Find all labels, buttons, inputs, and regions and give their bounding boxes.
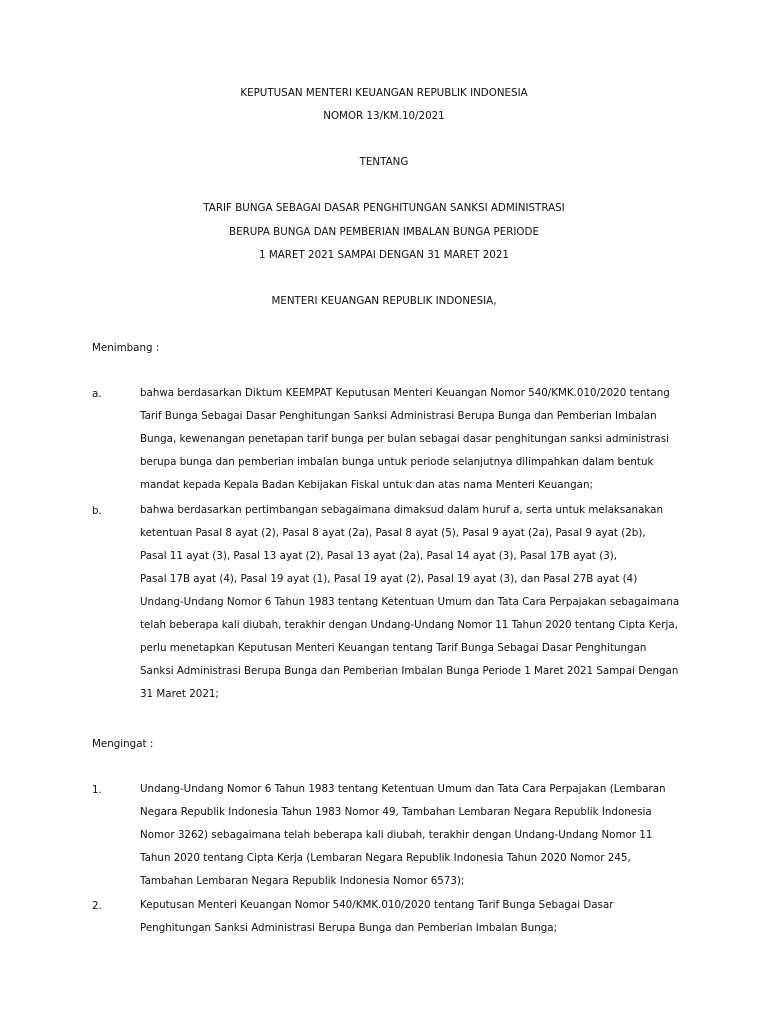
item-marker: 1. [92,784,102,796]
text-line: Undang-Undang Nomor 6 Tahun 1983 tentang Ketentuan Umum dan Tata Cara Perpajakan (Lembaran [140,783,666,795]
text-line: Penghitungan Sanksi Administrasi Berupa Bunga dan Pemberian Imbalan Bunga; [140,922,558,934]
text-line: 31 Maret 2021; [140,688,219,700]
text-line: bahwa berdasarkan pertimbangan sebagaimana dimaksud dalam huruf a, serta untuk melaksanakan [140,504,664,516]
menimbang-item-b [140,499,700,706]
tentang-label: TENTANG [359,156,409,168]
text-line: Tambahan Lembaran Negara Republik Indonesia Nomor 6573); [140,875,465,887]
text-line: ketentuan Pasal 8 ayat (2), Pasal 8 ayat (2a), Pasal 8 ayat (5), Pasal 9 ayat (2a), Pasal 9 ayat (2b), [140,527,646,539]
item-marker: 2. [92,900,102,912]
text-line: berupa bunga dan pemberian imbalan bunga untuk periode selanjutnya dilimpahkan dalam bentuk [140,456,654,468]
text-line: Keputusan Menteri Keuangan Nomor 540/KMK.010/2020 tentang Tarif Bunga Sebagai Dasar [140,899,614,911]
menimbang-label: Menimbang : [92,342,160,354]
text-line: Bunga, kewenangan penetapan tarif bunga per bulan sebagai dasar penghitungan sanksi administrasi [140,433,669,445]
mengingat-label: Mengingat : [92,738,154,750]
text-line: Tahun 2020 tentang Cipta Kerja (Lembaran Negara Republik Indonesia Tahun 2020 Nomor 245, [140,852,631,864]
text-line: Nomor 3262) sebagaimana telah beberapa kali diubah, terakhir dengan Undang-Undang Nomor 11 [140,829,653,841]
menimbang-item-a [140,382,700,497]
text-line: Pasal 11 ayat (3), Pasal 13 ayat (2), Pasal 13 ayat (2a), Pasal 14 ayat (3), Pasal 17B ayat (3), [140,550,618,562]
item-marker: b. [92,505,102,517]
text-line: Sanksi Administrasi Berupa Bunga dan Pemberian Imbalan Bunga Periode 1 Maret 2021 Sampai Dengan [140,665,679,677]
decree-heading: KEPUTUSAN MENTERI KEUANGAN REPUBLIK INDONESIA [240,87,528,99]
mengingat-item-1 [140,778,700,893]
decree-title-line-3: 1 MARET 2021 SAMPAI DENGAN 31 MARET 2021 [259,249,509,261]
mengingat-item-2 [140,894,700,940]
minister-heading: MENTERI KEUANGAN REPUBLIK INDONESIA, [271,295,497,307]
text-line: bahwa berdasarkan Diktum KEEMPAT Keputusan Menteri Keuangan Nomor 540/KMK.010/2020 tentang [140,387,670,399]
text-line: mandat kepada Kepala Badan Kebijakan Fiskal untuk dan atas nama Menteri Keuangan; [140,479,593,491]
text-line: perlu menetapkan Keputusan Menteri Keuangan tentang Tarif Bunga Sebagai Dasar Penghitungan [140,642,647,654]
decree-number: NOMOR 13/KM.10/2021 [323,110,445,122]
decree-title-line-2: BERUPA BUNGA DAN PEMBERIAN IMBALAN BUNGA PERIODE [229,226,539,238]
text-line: telah beberapa kali diubah, terakhir dengan Undang-Undang Nomor 11 Tahun 2020 tentang Cipta Kerja, [140,619,678,631]
item-marker: a. [92,388,102,400]
text-line: Tarif Bunga Sebagai Dasar Penghitungan Sanksi Administrasi Berupa Bunga dan Pemberian Imbalan [140,410,657,422]
text-line: Negara Republik Indonesia Tahun 1983 Nomor 49, Tambahan Lembaran Negara Republik Indonesia [140,806,652,818]
text-line: Undang-Undang Nomor 6 Tahun 1983 tentang Ketentuan Umum dan Tata Cara Perpajakan sebagaimana [140,596,680,608]
text-line: Pasal 17B ayat (4), Pasal 19 ayat (1), Pasal 19 ayat (2), Pasal 19 ayat (3), dan Pasal 27B ayat (4) [140,573,638,585]
decree-title-line-1: TARIF BUNGA SEBAGAI DASAR PENGHITUNGAN SANKSI ADMINISTRASI [203,202,565,214]
